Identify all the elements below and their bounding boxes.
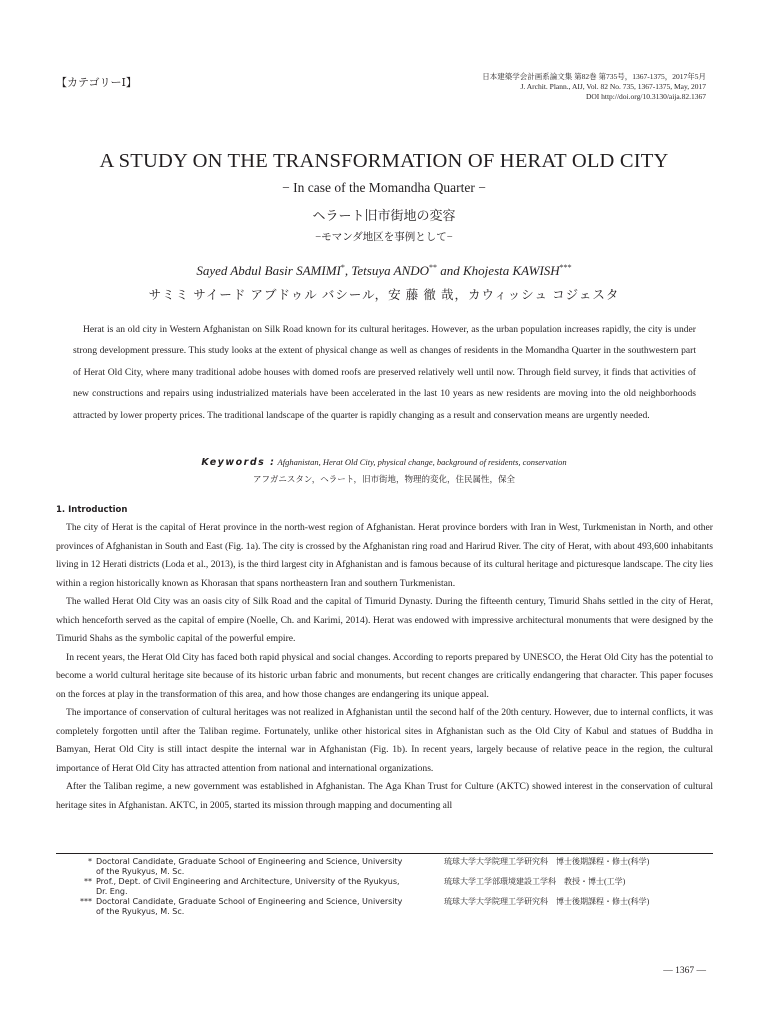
footnotes bbox=[56, 857, 713, 917]
footnote-mark: * bbox=[88, 857, 92, 866]
body-paragraph: The walled Herat Old City was an oasis city of Silk Road and the capital of Timurid Dynasty. During the fifteenth century, Timurid Shahs settled in the city of Herat, which henceforth served as the capital of empire (Noelle, Ch. and Karimi, 2014). Herat was endowed with impressive architectural monuments that were designed by the Timurid Shahs as the symbolic capital of the powerful empire. bbox=[56, 596, 713, 644]
journal-line-ja: 日本建築学会計画系論文集 第82巻 第735号，1367-1375，2017年5月 bbox=[482, 72, 706, 81]
footnote-divider bbox=[56, 853, 713, 854]
footnote-affiliation-en bbox=[96, 877, 426, 896]
footnote-line: Doctoral Candidate, Graduate School of Engineering and Science, University bbox=[96, 857, 403, 866]
author-mark: * bbox=[340, 263, 345, 272]
author-mark: ** bbox=[429, 263, 438, 272]
footnote bbox=[56, 857, 713, 877]
abstract: Herat is an old city in Western Afghanistan on Silk Road known for its cultural heritages. However, as the urban population increases rapidly, the city is under strong development pressure. This study looks at the extent of physical change as well as changes of residents in the Momandha Quarter in the southwestern part of Herat Old City, where many traditional adobe houses with domed roofs are preserved relatively well until now. Through field survey, it finds that activities of new constructions and repairs using industrialized materials have been accelerated in the last 10 years as new residents are moving into the old neighborhoods attracted by lower property prices. The traditional landscape of the quarter is rapidly changing as a result and conservation means are urgently needed. bbox=[73, 324, 696, 421]
author-list-ja: サミミ サイード アブドゥル バシール，安 藤 徹 哉，カウィッシュ コジェスタ bbox=[148, 288, 620, 302]
footnote-line: Dr. Eng. bbox=[96, 886, 128, 896]
footnote-mark: *** bbox=[80, 897, 92, 906]
page-number: ― 1367 ― bbox=[663, 966, 706, 976]
footnote-line: of the Ryukyus, M. Sc. bbox=[96, 866, 185, 876]
footnote-mark: ** bbox=[84, 877, 92, 886]
keywords-text: Afghanistan, Herat Old City, physical change, background of residents, conservation bbox=[277, 457, 567, 467]
body-text bbox=[56, 519, 713, 815]
body-paragraph: After the Taliban regime, a new government was established in Afghanistan. The Aga Khan Trust for Culture (AKTC) showed interest in the conservation of cultural heritage sites in Afghanistan. AKTC, in 2005, started its mission through mapping and documenting all bbox=[56, 781, 713, 811]
footnote-line: of the Ryukyus, M. Sc. bbox=[96, 906, 185, 916]
author-separator: , bbox=[344, 263, 352, 278]
journal-line-en: J. Archit. Plann., AIJ, Vol. 82 No. 735, 1367-1375, May, 2017 bbox=[520, 82, 706, 91]
footnote-affiliation-ja: 琉球大学大学院理工学研究科 博士後期課程・修士(科学) bbox=[444, 897, 650, 906]
body-paragraph: The city of Herat is the capital of Herat province in the north-west region of Afghanistan. Herat province borders with Iran in West, Turkmenistan in North, and other provinces of Afghanistan in South and East (Fig. 1a). The city is crossed by the Afghanistan ring road and Harirud River. The city of Herat, with about 493,600 inhabitants living in 12 Herati districts (Loda et al., 2013), is the third largest city in Afghanistan and is famous because of its cultural heritage and picturesque landscape. The city lies within a region historically known as Khorasan that spans northeastern Iran and southern Turkmenistan. bbox=[56, 522, 713, 589]
journal-info bbox=[376, 72, 706, 102]
keywords bbox=[0, 457, 768, 468]
author-mark: *** bbox=[559, 263, 572, 272]
author-name: Khojesta KAWISH bbox=[463, 263, 560, 278]
body-paragraph: In recent years, the Herat Old City has faced both rapid physical and social changes. According to reports prepared by UNESCO, the Herat Old City has the potential to become a world cultural heritage site because of its historic urban fabric and monuments, but recent changes are critically endangering that character. This paper focuses on the forces at play in the transformation of this area, and how those changes are endangering its unique appeal. bbox=[56, 651, 713, 700]
footnote-affiliation-en bbox=[96, 897, 426, 916]
footnote-line: Prof., Dept. of Civil Engineering and Architecture, University of the Ryukyus, bbox=[96, 877, 400, 886]
paper-subtitle: − In case of the Momandha Quarter − bbox=[282, 180, 486, 195]
author-name: Tetsuya ANDO bbox=[351, 263, 430, 278]
journal-doi: DOI http://doi.org/10.3130/aija.82.1367 bbox=[585, 92, 706, 101]
footnote-affiliation-ja: 琉球大学大学院理工学研究科 博士後期課程・修士(科学) bbox=[444, 857, 650, 866]
body-paragraph: The importance of conservation of cultural heritages was not realized in Afghanistan until the second half of the 20th century. However, due to internal conflicts, it was completely forgotten until after the Taliban regime. Fortunately, unlike other historical sites in Afghanistan such as the Old City of Kabul and statues of Buddha in Bamyan, Herat Old City is still intact despite the internal war in Afghanistan (Fig. 1b). In recent years, largely because of relative peace in the region, the cultural importance of Herat Old City has attracted attention from national and international organizations. bbox=[56, 707, 713, 774]
author-list bbox=[0, 263, 768, 279]
paper-subtitle-ja: −モマンダ地区を事例として− bbox=[315, 232, 453, 243]
author-name: Sayed Abdul Basir SAMIMI bbox=[196, 263, 341, 278]
footnote-affiliation-en bbox=[96, 857, 426, 876]
keywords-ja: アフガニスタン，ヘラート，旧市街地，物理的変化，住民属性，保全 bbox=[253, 474, 515, 484]
footnote bbox=[56, 897, 713, 917]
paper-title: A STUDY ON THE TRANSFORMATION OF HERAT OLD CITY bbox=[99, 150, 669, 172]
section-heading: 1. Introduction bbox=[56, 505, 128, 515]
author-separator: and bbox=[437, 263, 464, 278]
footnote-affiliation-ja: 琉球大学工学部環境建設工学科 教授・博士(工学) bbox=[444, 877, 626, 886]
category-label: 【カテゴリーⅠ】 bbox=[56, 77, 137, 89]
keywords-label: Keywords : bbox=[201, 457, 276, 468]
footnote-line: Doctoral Candidate, Graduate School of Engineering and Science, University bbox=[96, 897, 403, 906]
footnote bbox=[56, 877, 713, 897]
paper-title-ja: ヘラート旧市街地の変容 bbox=[312, 208, 456, 223]
